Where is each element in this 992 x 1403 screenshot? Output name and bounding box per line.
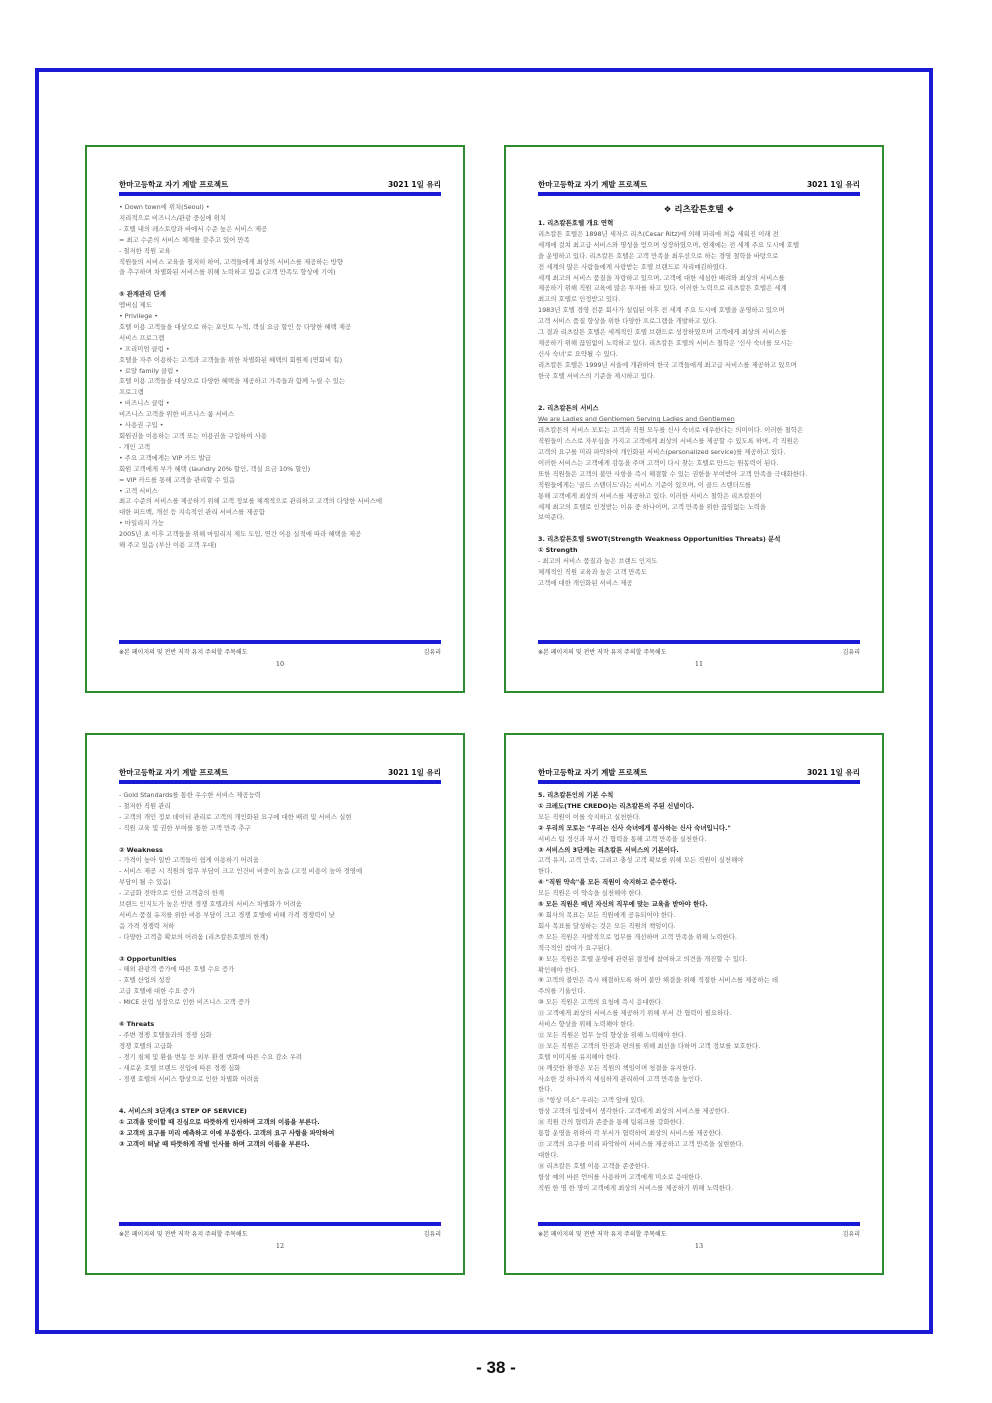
text-line: 음 가격 경쟁력 저하 (119, 921, 175, 930)
header-rule (119, 192, 441, 196)
thumbnail-page-10 (85, 145, 465, 693)
text-line: 해 주고 있음 (부산 이용 고객 우대) (119, 541, 217, 550)
text-line: 대한 피드백, 개선 등 지속적인 관리 서비스를 제공함 (119, 508, 265, 517)
text-line: 회원 고객에게 부가 혜택 (laundry 20% 할인, 객실 요금 10% 할인) (119, 464, 311, 473)
page-header (119, 179, 441, 190)
section-title: ❖ 리츠칼튼호텔 ❖ (663, 205, 735, 215)
text-line: - 주변 경쟁 호텔들과의 경쟁 심화 (119, 1030, 212, 1039)
text-line: - 다양한 고객층 확보의 어려움 (리츠칼튼호텔의 한계) (119, 932, 269, 941)
text-line: 주의를 기울인다. (538, 987, 586, 996)
text-line: 서비스 프로그램 (119, 333, 165, 342)
text-line: 대한다. (538, 1150, 559, 1159)
text-line: - 가격이 높아 일반 고객들이 쉽게 이용하기 어려움 (119, 856, 259, 865)
text-line: 프로그램 (119, 388, 144, 397)
thumbnail-page-number: 12 (275, 1242, 285, 1250)
text-line: 2. 리츠칼튼의 서비스 (538, 404, 599, 413)
text-line: ⑯ 직원 간의 협력과 존중을 통해 팀워크를 강화한다. (538, 1118, 685, 1127)
header-title: 한마고등학교 자기 계발 프로젝트 (119, 180, 229, 189)
document-page-number: - 38 - (476, 1358, 516, 1377)
text-line: 또한 직원들은 고객의 불만 사항을 즉시 해결할 수 있는 권한을 부여받아 고객 만족을 극대화한다. (538, 469, 808, 478)
text-line: - MICE 산업 성장으로 인한 비즈니스 고객 증가 (119, 998, 251, 1007)
text-line: ⑧ 모든 직원은 호텔 운영에 관련된 결정에 참여하고 의견을 개진할 수 있다. (538, 954, 748, 963)
text-line: - 경쟁 호텔의 서비스 향상으로 인한 차별화 어려움 (119, 1074, 259, 1083)
footer-rule (538, 640, 860, 644)
header-title: 한마고등학교 자기 계발 프로젝트 (538, 768, 648, 777)
page-footer (119, 1229, 441, 1238)
text-line: - 철저한 직원 관리 (119, 801, 171, 810)
text-line: - 직원 교육 및 권한 부여를 통한 고객 만족 추구 (119, 823, 251, 832)
text-line: 확인해야 한다. (538, 965, 580, 974)
text-line: • 로얄 family 클럽 • (119, 366, 180, 375)
text-line: 4. 서비스의 3단계(3 STEP OF SERVICE) (119, 1107, 247, 1116)
text-line: - 개인 고객 (119, 442, 151, 451)
footer-rule (119, 640, 441, 644)
thumbnail-page-number: 10 (275, 660, 285, 668)
text-line: ⑱ 리츠칼튼 호텔 이용 고객을 존중한다. (538, 1161, 650, 1170)
text-line: 모든 직원은 이 약속을 실천해야 한다. (538, 889, 643, 898)
text-line: 서비스 품질 유지를 위한 비용 부담이 크고 경쟁 호텔에 비해 가격 경쟁력이 낮 (119, 910, 335, 919)
footer-author: 김유리 (842, 649, 860, 656)
page-body (119, 202, 441, 636)
page-body (538, 202, 860, 636)
page-header (538, 767, 860, 778)
text-line: 직원들의 서비스 교육을 철저히 하여, 고객들에게 최상의 서비스를 제공하는 방향 (119, 257, 344, 266)
thumbnail-page-11 (504, 145, 884, 693)
text-line: 리츠칼튼의 서비스 모토는 고객과 직원 모두를 신사 숙녀로 대우한다는 의미이다. 이러한 철학은 (538, 426, 804, 435)
text-line: ⑥ 회사의 목표는 모든 직원에게 공유되어야 한다. (538, 910, 676, 919)
text-line: 1983년 호텔 경영 전문 회사가 설립된 이후 전 세계 주요 도시에 호텔을 운영하고 있으며 (538, 306, 785, 315)
thumbnail-page-number: 11 (694, 660, 704, 668)
text-line (119, 1008, 441, 1019)
text-line: 지리적으로 비즈니스/관광 중심에 위치 (119, 213, 227, 222)
text-line: = 최고 수준의 서비스 체계를 갖추고 있어 만족 (119, 235, 250, 244)
text-line: = VIP 카드를 통해 고객을 관리할 수 있음 (119, 475, 236, 484)
text-line: ⑦ 모든 직원은 자발적으로 업무를 개선하며 고객 만족을 위해 노력한다. (538, 932, 737, 941)
text-line: - 호텔 내의 레스토랑과 바에서 수준 높은 서비스 제공 (119, 224, 268, 233)
text-line (119, 1095, 441, 1106)
text-line: - 철저한 직원 교육 (119, 246, 171, 255)
text-line: 한국 호텔 서비스의 기준을 제시하고 있다. (538, 371, 656, 380)
text-line: We are Ladies and Gentlemen Serving Ladies and Gentlemen (538, 415, 735, 424)
text-line: ② 고객의 요구를 미리 예측하고 이에 부응한다. 고객의 요구 사항을 파악하여 (119, 1129, 335, 1138)
text-line: ⑩ 모든 직원은 고객의 요청에 즉시 응대한다. (538, 998, 663, 1007)
text-line: 제공하기 위해 끊임없이 노력하고 있다. 리츠칼튼 호텔의 서비스 철학은 '신사 숙녀를 모시는 (538, 338, 793, 347)
header-title: 한마고등학교 자기 계발 프로젝트 (119, 768, 229, 777)
text-line: • Privilege • (119, 312, 158, 321)
text-line: 고급 호텔에 대한 수요 증가 (119, 987, 196, 996)
text-line: 리츠칼튼 호텔은 1999년 서울에 개관하여 한국 고객들에게 최고급 서비스를 제공하고 있으며 (538, 360, 797, 369)
text-line: ① Strength (538, 546, 578, 555)
page-body (538, 790, 860, 1218)
text-line: - 최고의 서비스 품질과 높은 브랜드 인지도 (538, 557, 658, 566)
header-author: 3021 1일 유리 (387, 180, 441, 189)
text-line: ⑤ 관계관리 단계 (119, 290, 166, 299)
text-line: 서비스 팀 정신과 부서 간 협력을 통해 고객 만족을 실천한다. (538, 834, 707, 843)
text-line: ④ Threats (119, 1019, 155, 1028)
text-line (119, 1084, 441, 1095)
thumbnail-page-13 (504, 733, 884, 1275)
text-line: 호텔 이용 고객들을 대상으로 다양한 혜택을 제공하고 가족들과 함께 누릴 수 있는 (119, 377, 346, 386)
text-line: ⑬ 모든 직원은 고객의 안전과 편의를 위해 최선을 다하며 고객 정보를 보호한다. (538, 1041, 761, 1050)
header-title: 한마고등학교 자기 계발 프로젝트 (538, 180, 648, 189)
text-line: 신사 숙녀'로 요약될 수 있다. (538, 349, 618, 358)
text-line: 직원 한 명 한 명이 고객에게 최상의 서비스를 제공하기 위해 노력한다. (538, 1183, 734, 1192)
text-line: 을 운영하고 있다. 리츠칼튼 호텔은 고객 만족을 최우선으로 하는 경영 철학을 바탕으로 (538, 251, 779, 260)
footer-note: ※본 페이지의 및 전반 저작 유지 주의할 주목해도 (119, 1231, 248, 1238)
text-line: 회사 목표를 달성하는 것은 모든 직원의 책임이다. (538, 921, 676, 930)
text-line: ⑨ 고객의 불만은 즉시 해결하도록 하며 불만 해결을 위해 적절한 서비스를 제공하는 데 (538, 976, 778, 985)
text-line: - 서비스 제공 시 직원의 업무 부담이 크고 인건비 비중이 높음 (고정 비용이 높아 경영에 (119, 867, 363, 876)
text-line: 세계에 걸쳐 최고급 서비스와 명성을 얻으며 성장하였으며, 현재에는 전 세계 주요 도시에 호텔 (538, 240, 799, 249)
text-line: ① 고객을 맞이할 때 진심으로 따뜻하게 인사하며 고객의 이름을 부른다. (119, 1118, 320, 1127)
text-line: 을 추구하며 차별화된 서비스를 위해 노력하고 있음 (고객 만족도 향상에 기여) (119, 268, 336, 277)
page-body (119, 790, 441, 1218)
header-author: 3021 1일 유리 (806, 768, 860, 777)
text-line: 제공하기 위해 직원 교육에 많은 투자를 하고 있다. 이러한 노력으로 리츠칼튼 호텔은 세계 (538, 284, 787, 293)
footer-note: ※본 페이지의 및 전반 저작 유지 주의할 주목해도 (538, 1231, 667, 1238)
text-line: 사소한 것 하나까지 세심하게 관리하여 고객 만족을 높인다. (538, 1074, 703, 1083)
text-line: 통합 운영을 위하여 각 부서가 협력하여 최상의 서비스를 제공한다. (538, 1129, 723, 1138)
text-line: - 고급화 전략으로 인한 고객층의 한계 (119, 889, 225, 898)
text-line: ⑮ "항상 미소" 우리는 고객 앞에 있다. (538, 1096, 645, 1105)
text-line: • Down town에 위치(Seoul) • (119, 203, 210, 211)
text-line: 항상 예의 바른 언어를 사용하며 고객에게 미소로 응대한다. (538, 1172, 703, 1181)
text-line: • 마일리지 가능 (119, 519, 164, 528)
text-line: ③ Opportunities (119, 954, 177, 963)
page-footer (538, 647, 860, 656)
text-line: 그 결과 리츠칼튼 호텔은 세계적인 호텔 브랜드로 성장하였으며 고객에게 최상의 서비스를 (538, 328, 787, 337)
text-line: 부담이 될 수 있음) (119, 878, 171, 887)
text-line: 멤버십 제도 (119, 301, 152, 310)
text-line: 서비스 향상을 위해 노력해야 한다. (538, 1020, 635, 1029)
text-line: ⑫ 모든 직원은 업무 능력 향상을 위해 노력해야 한다. (538, 1030, 687, 1039)
text-line (538, 382, 860, 393)
text-line: 이러한 서비스는 고객에게 감동을 주며 고객이 다시 찾는 호텔로 만드는 원동력이 된다. (538, 458, 779, 467)
text-line: 고객에 대한 개인화된 서비스 제공 (538, 578, 633, 587)
text-line: 최고 수준의 서비스를 제공하기 위해 고객 정보를 체계적으로 관리하고 고객의 다양한 서비스에 (119, 497, 383, 506)
text-line: - Gold Standards를 통한 우수한 서비스 제공능력 (119, 791, 261, 799)
text-line: • 주요 고객에게는 VIP 카드 발급 (119, 453, 211, 462)
text-line: • 사용권 구입 • (119, 421, 164, 430)
text-line: ④ "직원 약속"을 모든 직원이 숙지하고 준수한다. (538, 878, 677, 887)
text-line: 모든 직원이 이를 숙지하고 실천한다. (538, 812, 641, 821)
text-line: - 새로운 호텔 브랜드 진입에 따른 경쟁 심화 (119, 1063, 241, 1072)
thumbnail-page-number: 13 (694, 1242, 704, 1250)
thumbnail-page-12 (85, 733, 465, 1275)
text-line: 호텔 이용 고객들을 대상으로 하는 포인트 누적, 객실 요금 할인 등 다양한 혜택 제공 (119, 322, 352, 331)
text-line: ⑪ 고객에게 최상의 서비스를 제공하기 위해 부서 간 협력이 필요하다. (538, 1009, 732, 1018)
text-line (119, 834, 441, 845)
text-line: ⑤ 모든 직원은 매년 자신의 직무에 맞는 교육을 받아야 한다. (538, 900, 708, 909)
text-line: - 호텔 산업의 성장 (119, 976, 171, 985)
text-line: - 경기 침체 및 환율 변동 등 외부 환경 변화에 따른 수요 감소 우려 (119, 1052, 303, 1061)
text-line: 브랜드 인지도가 높은 반면 경쟁 호텔과의 서비스 차별화가 어려움 (119, 900, 302, 909)
text-line: 3. 리츠칼튼호텔 SWOT(Strength Weakness Opportunities Threats) 분석 (538, 535, 781, 544)
header-rule (538, 192, 860, 196)
footer-rule (538, 1222, 860, 1226)
header-author: 3021 1일 유리 (387, 768, 441, 777)
text-line: ⑭ 깨끗한 환경은 모든 직원의 책임이며 청결을 유지한다. (538, 1063, 697, 1072)
footer-author: 김유리 (423, 649, 441, 656)
text-line: 직원들이 스스로 자부심을 가지고 고객에게 최상의 서비스를 제공할 수 있도록 하며, 각 직원은 (538, 437, 799, 446)
text-line (538, 392, 860, 403)
text-line: • 프리미엄 클럽 • (119, 344, 170, 353)
text-line: 5. 리츠칼튼인의 기본 수칙 (538, 791, 614, 799)
text-line: ② 우리의 모토는 "우리는 신사 숙녀에게 봉사하는 신사 숙녀입니다." (538, 823, 731, 832)
text-line: 고객 서비스 품질 향상을 위한 다양한 프로그램을 개발하고 있다. (538, 317, 717, 326)
text-line: 보여준다. (538, 513, 565, 522)
text-line: 회원권을 이용하는 고객 또는 이용권을 구입하여 사용 (119, 432, 268, 441)
text-line: 고객의 요구를 미리 파악하여 개인화된 서비스(personalized service)를 제공하고 있다. (538, 448, 786, 456)
text-line: - 해외 관광객 증가에 따른 호텔 수요 증가 (119, 965, 235, 974)
text-line: 세계 최고의 호텔로 인정받는 이유 중 하나이며, 고객 만족을 위한 끊임없는 노력을 (538, 502, 767, 511)
text-line: 한다. (538, 1085, 553, 1094)
text-line: ⑰ 고객의 요구를 미리 파악하여 서비스를 제공하고 고객 만족을 실현한다. (538, 1140, 744, 1148)
text-line: • 고객 서비스 (119, 486, 158, 495)
page-header (119, 767, 441, 778)
header-author: 3021 1일 유리 (806, 180, 860, 189)
text-line: 최고의 호텔로 인정받고 있다. (538, 295, 621, 304)
text-line: 비즈니스 고객을 위한 비즈니스 룸 서비스 (119, 410, 235, 419)
text-line (119, 943, 441, 954)
footer-author: 김유리 (842, 1231, 860, 1238)
text-line: 체계적인 직원 교육과 높은 고객 만족도 (538, 567, 647, 576)
text-line: - 고객의 개인 정보 데이터 관리로 고객의 개인화된 요구에 대한 배려 및 서비스 실현 (119, 812, 352, 821)
text-line: 호텔을 자주 이용하는 고객과 고객들을 위한 차별화된 혜택의 회원제 (연회비 有) (119, 355, 343, 364)
footer-note: ※본 페이지의 및 전반 저작 유지 주의할 주목해도 (119, 649, 248, 656)
text-line: 직원들에게는 '골드 스탠더드'라는 서비스 기준이 있으며, 이 골드 스탠더드를 (538, 480, 752, 489)
text-line: 리츠칼튼 호텔은 1898년 세자르 리츠(Cesar Ritz)에 의해 파리에 처음 세워진 이래 전 (538, 229, 779, 238)
text-line: 고객 유지, 고객 만족, 그리고 충성 고객 확보를 위해 모든 직원이 실천해야 (538, 856, 744, 865)
text-line: 한다. (538, 867, 553, 876)
text-line (119, 278, 441, 289)
text-line: 경쟁 호텔의 고급화 (119, 1041, 173, 1050)
header-rule (538, 780, 860, 784)
text-line: ② Weakness (119, 845, 163, 854)
text-line: ③ 서비스의 3단계는 리츠칼튼 서비스의 기본이다. (538, 845, 679, 854)
text-line: 2005년 초 이후 고객들을 위해 마일리지 제도 도입, 연간 이용 실적에 따라 혜택을 제공 (119, 530, 362, 539)
text-line: • 비즈니스 클럽 • (119, 399, 170, 408)
text-line: 항상 고객의 입장에서 생각한다. 고객에게 최상의 서비스를 제공한다. (538, 1107, 730, 1116)
page-header (538, 179, 860, 190)
text-line: 세계 최고의 서비스 품질을 자랑하고 있으며, 고객에 대한 세심한 배려와 최상의 서비스를 (538, 273, 785, 282)
page-footer (538, 1229, 860, 1238)
text-line (538, 523, 860, 534)
footer-note: ※본 페이지의 및 전반 저작 유지 주의할 주목해도 (538, 649, 667, 656)
text-line: 통해 고객에게 최상의 서비스를 제공하고 있다. 이러한 서비스 철학은 리츠칼튼이 (538, 491, 763, 500)
text-line: 1. 리츠칼튼호텔 개요 연혁 (538, 219, 614, 227)
text-line: 적극적인 참여가 요구된다. (538, 943, 613, 952)
text-line: ① 크레도(THE CREDO)는 리츠칼튼의 주된 신념이다. (538, 801, 695, 810)
header-rule (119, 780, 441, 784)
text-line: 전 세계의 많은 사람들에게 사랑받는 호텔 브랜드로 자리매김하였다. (538, 262, 728, 271)
footer-author: 김유리 (423, 1231, 441, 1238)
text-line: ③ 고객이 떠날 때 따뜻하게 작별 인사를 하며 고객의 이름을 부른다. (119, 1139, 310, 1148)
text-line: 호텔 이미지를 유지해야 한다. (538, 1052, 621, 1061)
footer-rule (119, 1222, 441, 1226)
page-footer (119, 647, 441, 656)
